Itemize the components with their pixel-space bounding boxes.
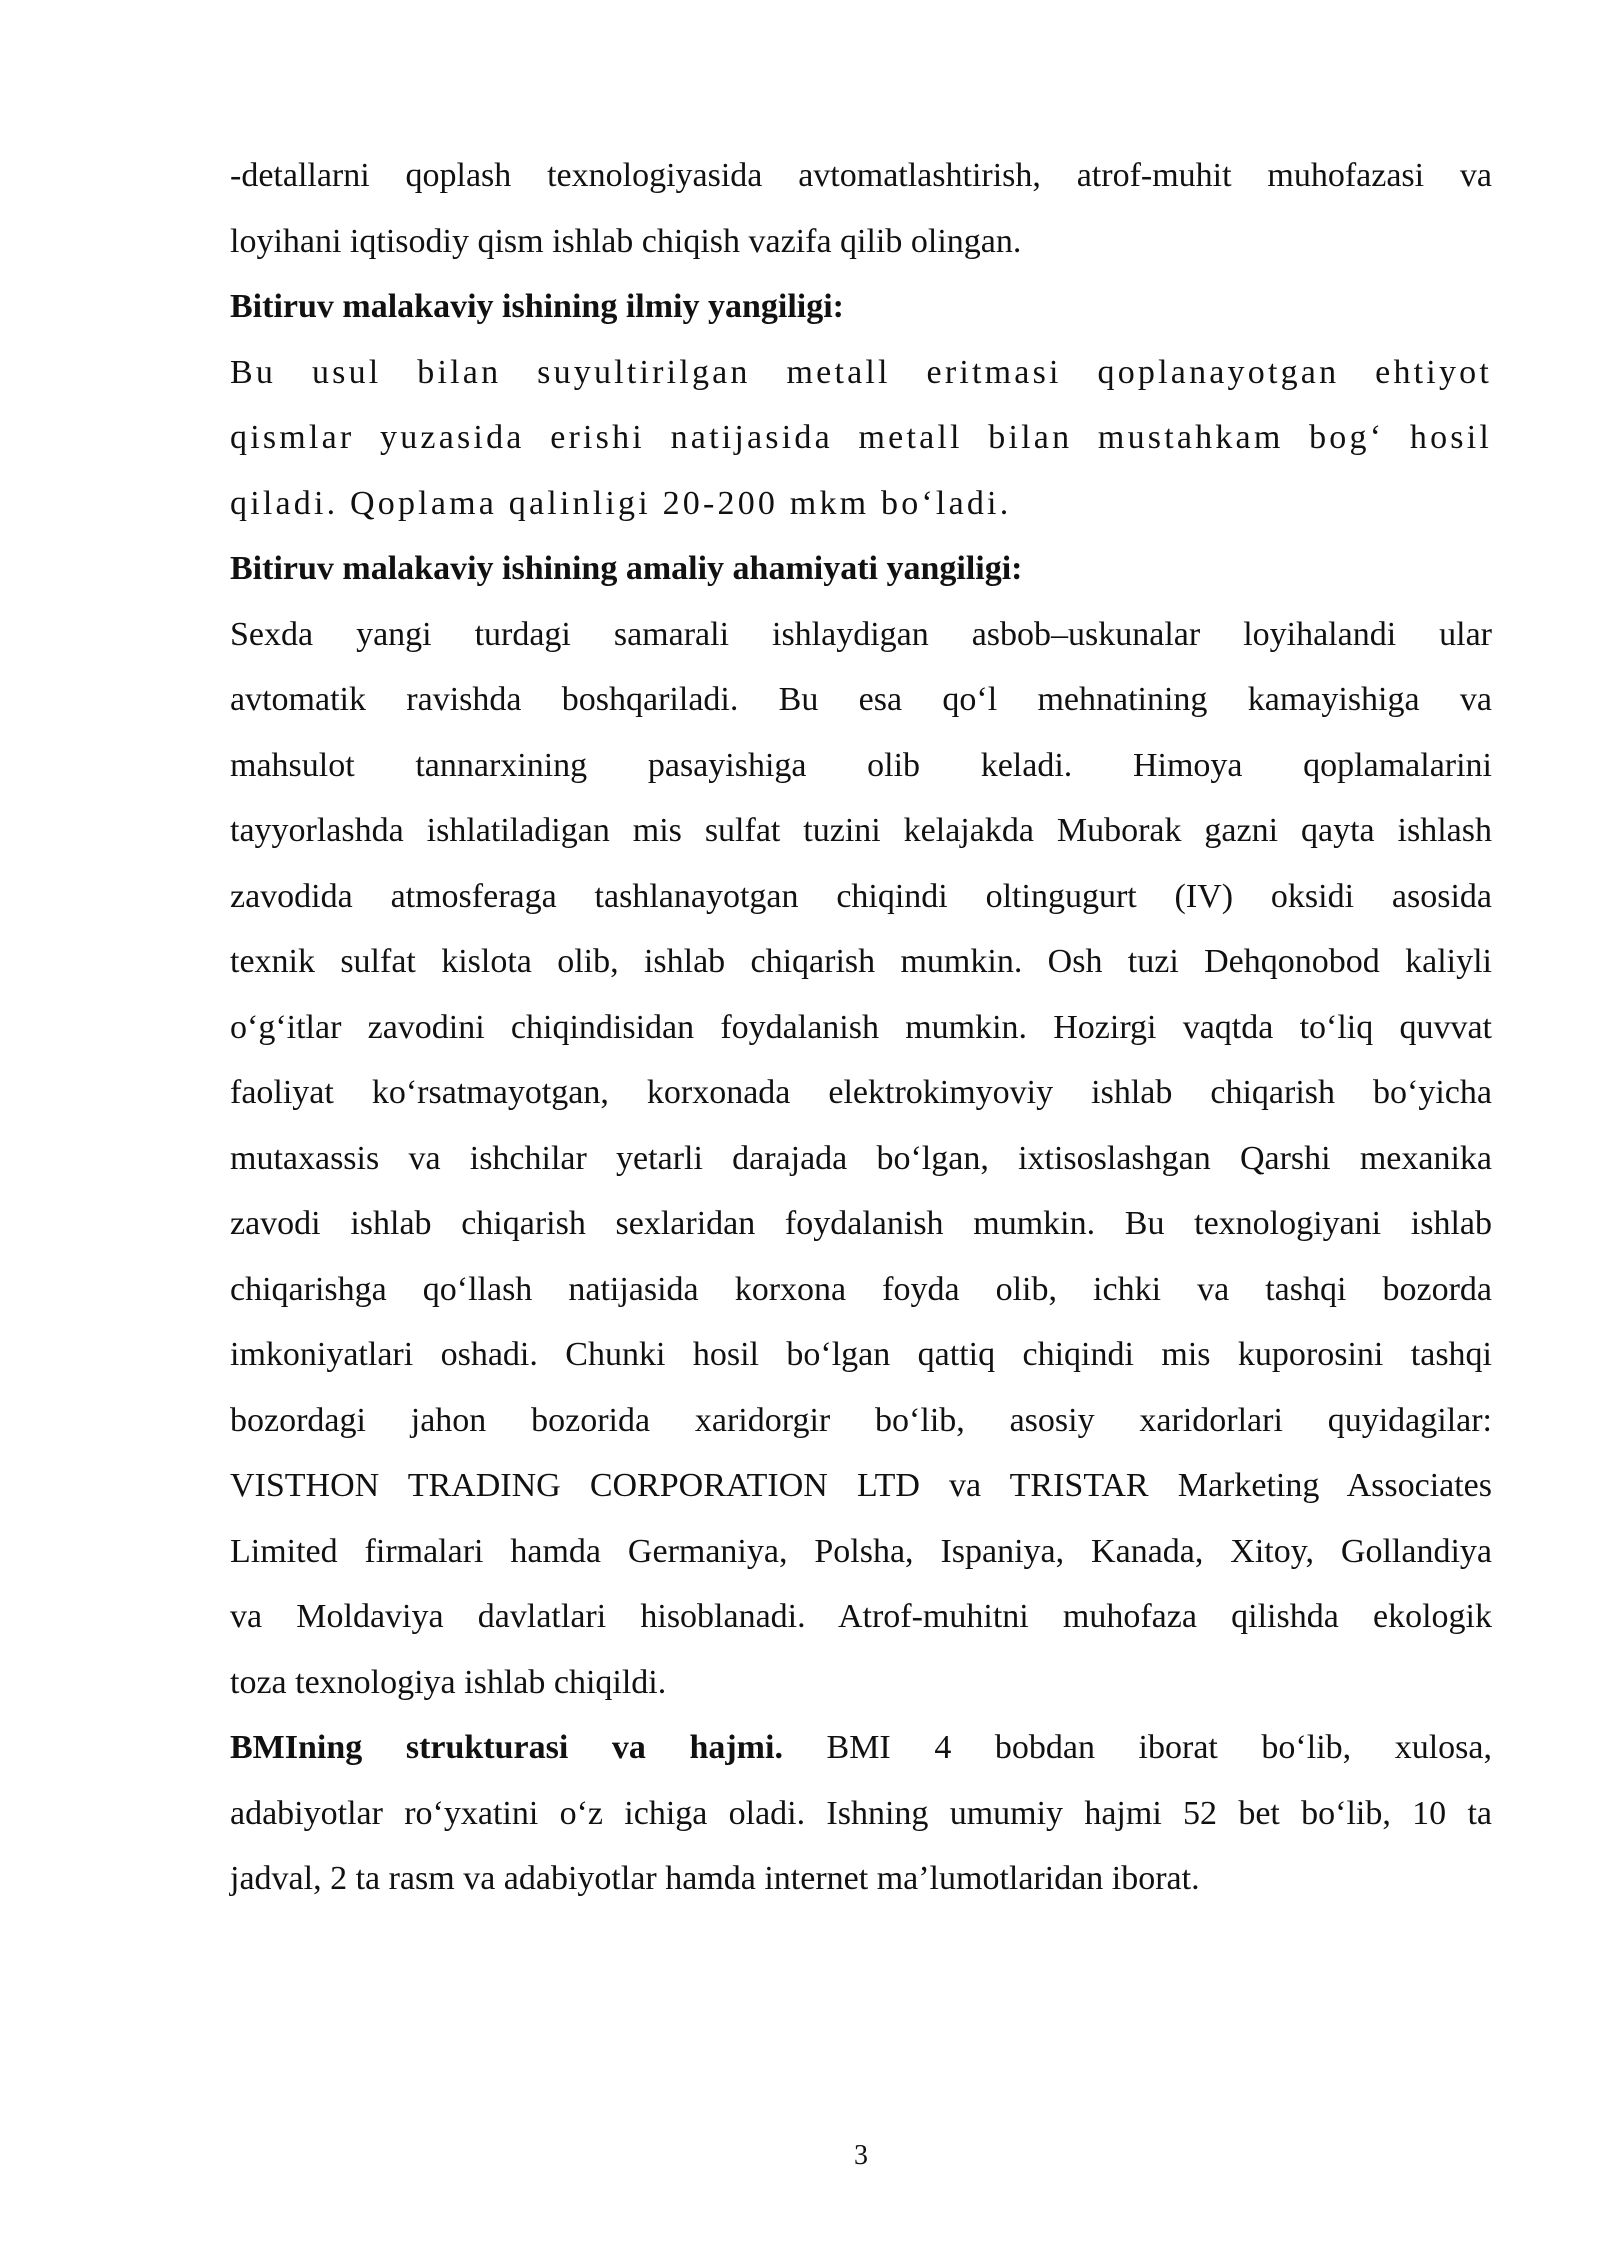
body-text-line: faoliyat ko‘rsatmayotgan, korxonada elektrokimyoviy ishlab chiqarish bo‘yicha — [230, 1074, 1492, 1111]
body-text-line: tayyorlashda ishlatiladigan mis sulfat tuzini kelajakda Muborak gazni qayta ishlash — [230, 812, 1492, 849]
body-text-line: adabiyotlar ro‘yxatini o‘z ichiga oladi. Ishning umumiy hajmi 52 bet bo‘lib, 10 ta — [230, 1794, 1492, 1832]
body-text-line: bozordagi jahon bozorida xaridorgir bo‘lib, asosiy xaridorlari quyidagilar: — [230, 1401, 1492, 1439]
body-text-line: va Moldaviya davlatlari hisoblanadi. Atrof-muhitni muhofaza qilishda ekologik — [230, 1598, 1492, 1635]
body-text-line: mutaxassis va ishchilar yetarli darajada bo‘lgan, ixtisoslashgan Qarshi mexanika — [230, 1139, 1492, 1177]
body-text-line: imkoniyatlari oshadi. Chunki hosil bo‘lgan qattiq chiqindi mis kuporosini tashqi — [230, 1336, 1492, 1373]
body-text-line: -detallarni qoplash texnologiyasida avtomatlashtirish, atrof-muhit muhofazasi va — [230, 157, 1492, 194]
document-page — [230, 152, 1492, 1921]
body-text-line: o‘g‘itlar zavodini chiqindisidan foydalanish mumkin. Hozirgi vaqtda to‘liq quvvat — [230, 1008, 1492, 1046]
body-text-line: qismlar yuzasida erishi natijasida metall bilan mustahkam bog‘ hosil — [230, 419, 1492, 456]
body-text-line: texnik sulfat kislota olib, ishlab chiqarish mumkin. Osh tuzi Dehqonobod kaliyli — [230, 943, 1492, 980]
body-text-line: loyihani iqtisodiy qism ishlab chiqish vazifa qilib olingan. — [230, 222, 1022, 260]
body-text-line: zavodida atmosferaga tashlanayotgan chiqindi oltingugurt (IV) oksidi asosida — [230, 877, 1492, 915]
body-text-line: toza texnologiya ishlab chiqildi. — [230, 1663, 667, 1701]
section-heading-ilmiy: Bitiruv malakaviy ishining ilmiy yangiligi: — [230, 288, 844, 325]
page-number: 3 — [854, 2140, 868, 2171]
body-text-line: Sexda yangi turdagi samarali ishlaydigan asbob–uskunalar loyihalandi ular — [230, 615, 1492, 653]
body-text-line: mahsulot tannarxining pasayishiga olib keladi. Himoya qoplamalarini — [230, 746, 1492, 784]
bmi-structure-heading: BMIning strukturasi va hajmi. — [230, 1729, 783, 1766]
body-text-line: zavodi ishlab chiqarish sexlaridan foydalanish mumkin. Bu texnologiyani ishlab — [230, 1205, 1492, 1242]
body-text-line: qiladi. Qoplama qalinligi 20-200 mkm bo‘ladi. — [230, 484, 1012, 522]
body-text-line: Bu usul bilan suyultirilgan metall eritmasi qoplanayotgan ehtiyot — [230, 353, 1492, 391]
body-text-line: avtomatik ravishda boshqariladi. Bu esa qo‘l mehnatining kamayishiga va — [230, 681, 1492, 718]
body-text-line: jadval, 2 ta rasm va adabiyotlar hamda internet ma’lumotlaridan iborat. — [230, 1860, 1200, 1897]
body-text-line: Limited firmalari hamda Germaniya, Polsha, Ispaniya, Kanada, Xitoy, Gollandiya — [230, 1532, 1492, 1570]
bmi-structure-text: BMI 4 bobdan iborat bo‘lib, xulosa, — [782, 1729, 1492, 1766]
body-text-line: chiqarishga qo‘llash natijasida korxona foyda olib, ichki va tashqi bozorda — [230, 1270, 1492, 1308]
bmi-structure-line — [230, 1724, 1492, 1790]
body-text-line: VISTHON TRADING CORPORATION LTD va TRISTAR Marketing Associates — [230, 1467, 1492, 1504]
section-heading-amaliy: Bitiruv malakaviy ishining amaliy ahamiyati yangiligi: — [230, 550, 1023, 587]
